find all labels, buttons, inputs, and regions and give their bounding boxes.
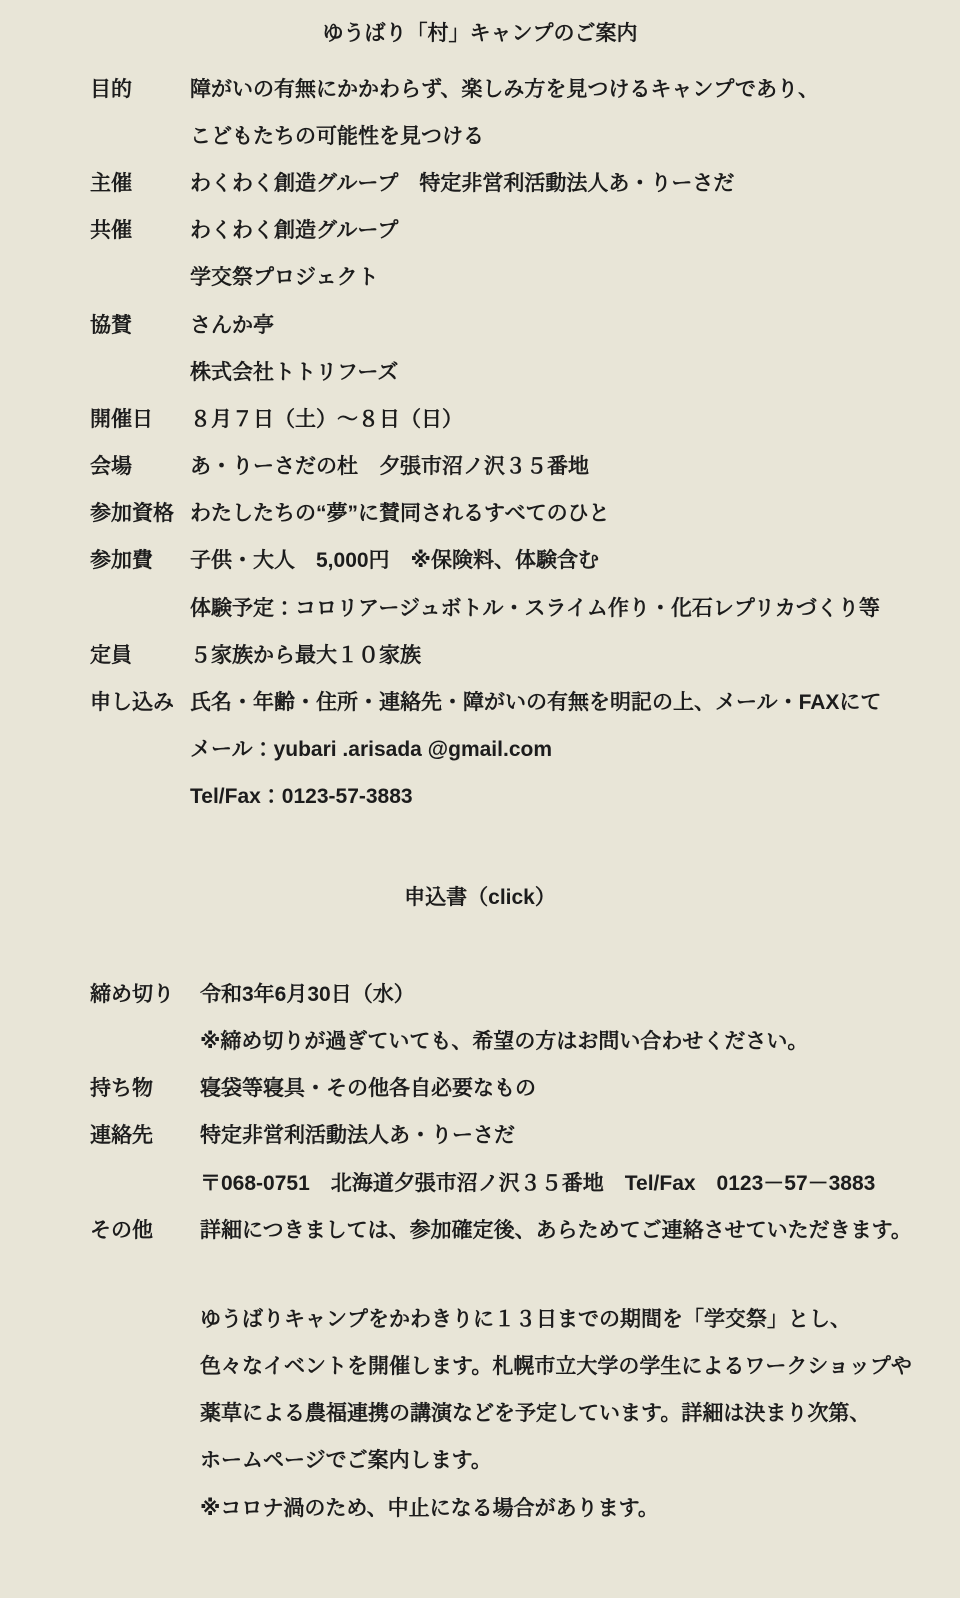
- field-label: 主催: [90, 171, 132, 195]
- paragraph-line: [0, 1389, 960, 1436]
- info-row-email: [0, 725, 960, 772]
- spacer: [0, 1252, 960, 1294]
- info-row-date: [0, 394, 960, 441]
- field-value: こどもたちの可能性を見つける: [190, 124, 484, 148]
- spacer: [0, 919, 960, 969]
- field-value: わくわく創造グループ: [190, 219, 399, 243]
- page-title: ゆうばり「村」キャンプのご案内: [322, 22, 638, 45]
- paragraph-line: [0, 1483, 960, 1530]
- info-row-venue: [0, 442, 960, 489]
- paragraph-line: [0, 1342, 960, 1389]
- application-form-link[interactable]: 申込書（click）: [404, 885, 556, 909]
- field-label: 会場: [90, 455, 132, 479]
- field-value: 寝袋等寝具・その他各自必要なもの: [200, 1077, 536, 1101]
- info-row-belongings: [0, 1064, 960, 1111]
- application-details-section: [0, 969, 960, 1252]
- paragraph-text: 薬草による農福連携の講演などを予定しています。詳細は決まり次第、: [200, 1402, 871, 1426]
- info-row-activities: [0, 583, 960, 630]
- field-label: 共催: [90, 219, 132, 243]
- paragraph-text: ゆうばりキャンプをかわきりに１３日までの期間を「学交祭」とし、: [200, 1307, 851, 1331]
- field-value: あ・りーさだの杜 夕張市沼ノ沢３５番地: [190, 455, 589, 479]
- info-row-purpose-cont: [0, 111, 960, 158]
- field-value: ８月７日（土）～８日（日）: [190, 407, 463, 431]
- paragraph-text: 色々なイベントを開催します。札幌市立大学の学生によるワークショップや: [200, 1355, 912, 1379]
- field-label: 目的: [90, 77, 132, 101]
- paragraph-text: ※コロナ渦のため、中止になる場合があります。: [200, 1496, 659, 1520]
- field-label: 協賛: [90, 313, 132, 337]
- field-label: 開催日: [90, 407, 153, 431]
- field-value: わくわく創造グループ 特定非営利活動法人あ・りーさだ: [190, 171, 735, 195]
- info-row-coorganizer: [0, 206, 960, 253]
- field-label: 連絡先: [90, 1124, 153, 1148]
- spacer: [0, 819, 960, 872]
- field-value: ５家族から最大１０家族: [190, 643, 421, 667]
- field-value: 子供・大人 5,000円 ※保険料、体験含む: [190, 549, 599, 573]
- info-row-fee: [0, 536, 960, 583]
- field-value: 氏名・年齢・住所・連絡先・障がいの有無を明記の上、メール・FAXにて: [190, 691, 882, 715]
- info-row-purpose: [0, 64, 960, 111]
- field-value: 令和3年6月30日（水）: [200, 982, 415, 1006]
- field-value: 体験予定：コロリアージュボトル・スライム作り・化石レプリカづくり等: [190, 596, 880, 620]
- info-row-capacity: [0, 630, 960, 677]
- info-row-contact: [0, 1111, 960, 1158]
- field-value: ※締め切りが過ぎていても、希望の方はお問い合わせください。: [200, 1029, 809, 1053]
- application-form-heading-row: [0, 872, 960, 919]
- field-label: 参加費: [90, 549, 153, 573]
- info-row-telfax: [0, 772, 960, 819]
- info-row-contact-address: [0, 1158, 960, 1205]
- info-row-coorganizer-cont: [0, 253, 960, 300]
- field-label: 申し込み: [90, 691, 174, 715]
- info-row-sponsor-cont: [0, 347, 960, 394]
- info-row-eligibility: [0, 489, 960, 536]
- field-value: 詳細につきましては、参加確定後、あらためてご連絡させていただきます。: [200, 1218, 912, 1242]
- info-row-sponsor: [0, 300, 960, 347]
- info-row-deadline: [0, 969, 960, 1016]
- info-row-organizer: [0, 158, 960, 205]
- paragraph-text: ホームページでご案内します。: [200, 1449, 492, 1473]
- field-value: 学交祭プロジェクト: [190, 266, 379, 290]
- field-value: 特定非営利活動法人あ・りーさだ: [200, 1124, 515, 1148]
- field-label: 持ち物: [90, 1077, 153, 1101]
- field-value: 障がいの有無にかかわらず、楽しみ方を見つけるキャンプであり、: [190, 77, 819, 101]
- title-row: [0, 0, 960, 64]
- field-label: 定員: [90, 643, 132, 667]
- info-row-application: [0, 677, 960, 724]
- email-value: メール：yubari .arisada @gmail.com: [190, 738, 552, 762]
- info-row-deadline-note: [0, 1016, 960, 1063]
- camp-info-section: [0, 64, 960, 819]
- field-label: 参加資格: [90, 502, 174, 526]
- address-value: 〒068-0751 北海道夕張市沼ノ沢３５番地 Tel/Fax 0123－57－3883: [200, 1171, 876, 1195]
- paragraph-line: [0, 1436, 960, 1483]
- field-value: 株式会社トトリフーズ: [190, 360, 399, 384]
- paragraph-line: [0, 1294, 960, 1341]
- telfax-value: Tel/Fax：0123-57-3883: [190, 785, 413, 809]
- info-row-other: [0, 1205, 960, 1252]
- field-value: さんか亭: [190, 313, 274, 337]
- field-value: わたしたちの“夢”に賛同されるすべてのひと: [190, 502, 610, 526]
- field-label: その他: [90, 1218, 153, 1242]
- footer-paragraph: [0, 1294, 960, 1530]
- field-label: 締め切り: [90, 982, 174, 1006]
